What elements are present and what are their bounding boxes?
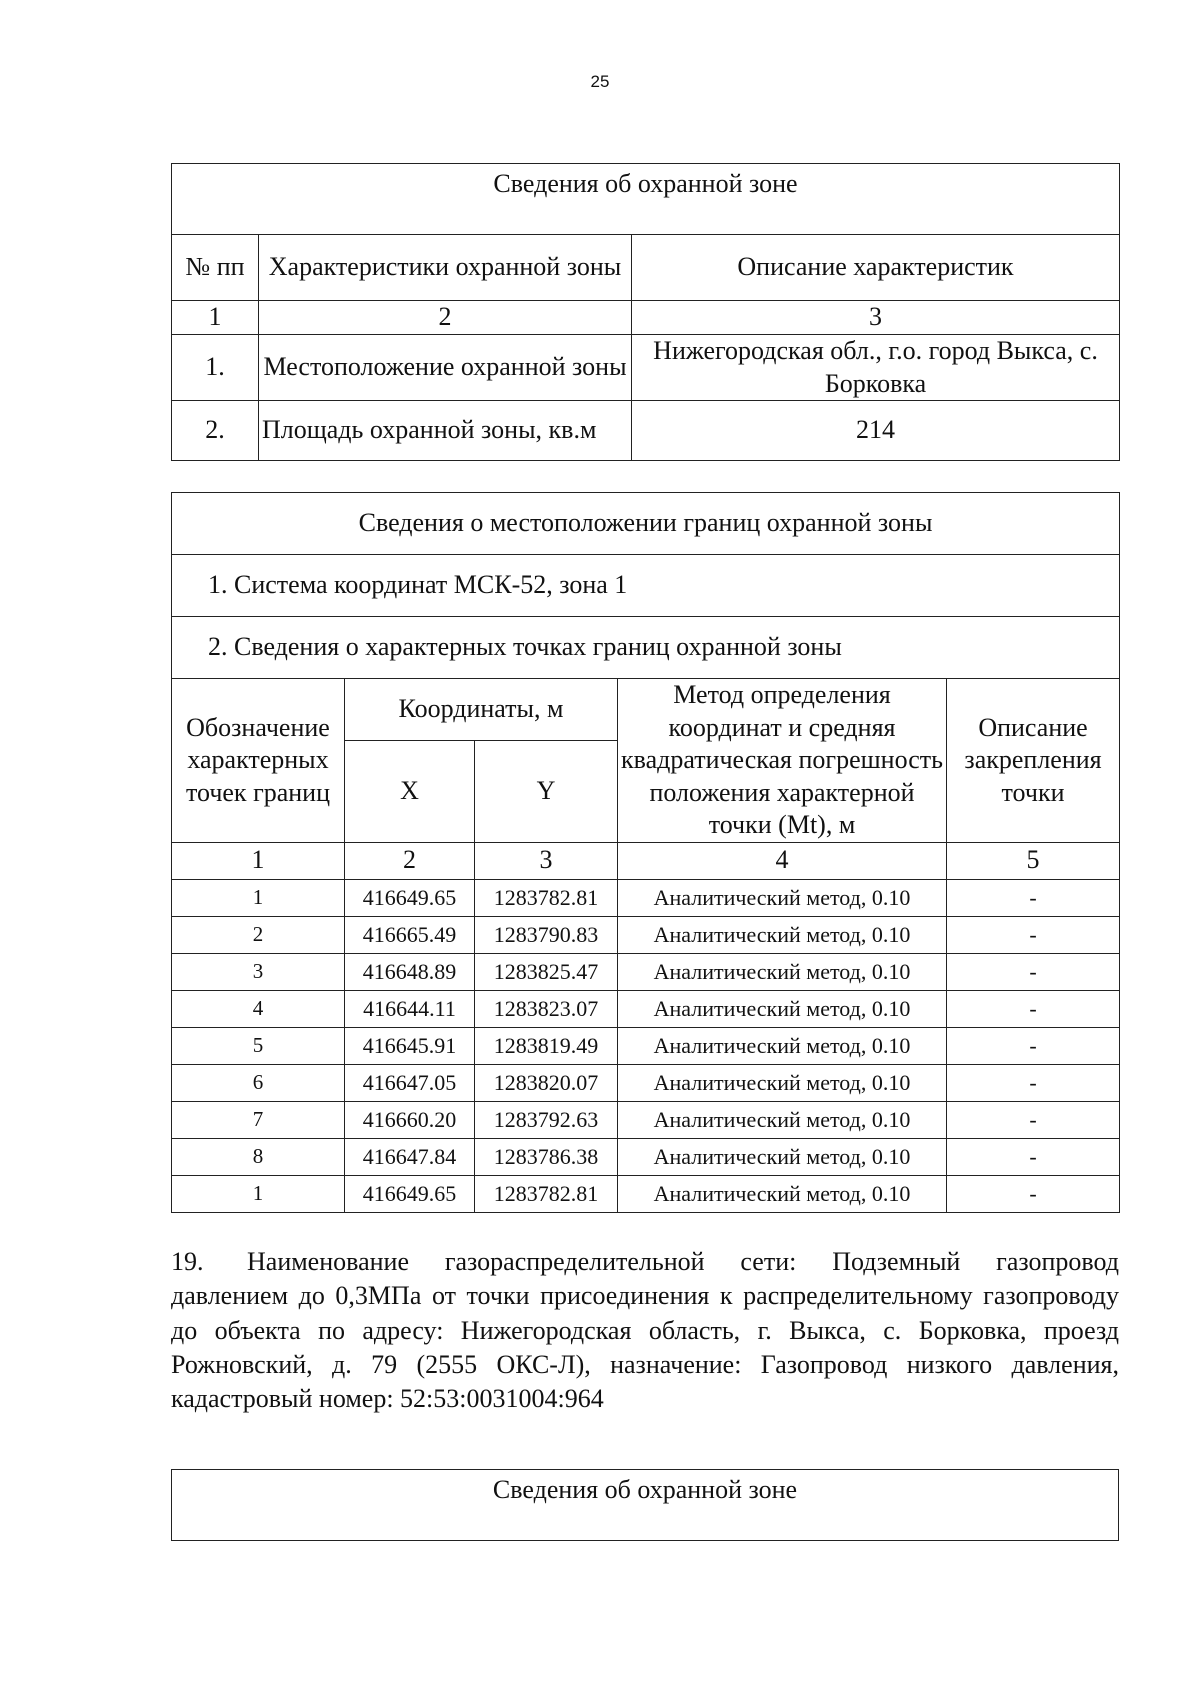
table-row [172, 953, 1120, 990]
section-text: Наименование газораспределительной сети: Подземный газопровод давлением до 0,3МПа от точки присоединения к распределительному газопроводу до объекта по адресу: Нижегородская область, г. Выкса, с. Борковка, проезд Рожновский, д. 79 (2555 ОКС-Л), назначение: Газопровод низкого давления, кадастровый номер: 52:53:0031004:964 [171, 1247, 1119, 1414]
point-method: Аналитический метод, 0.10 [618, 879, 947, 916]
point-description: - [947, 916, 1120, 953]
col-number: 1 [172, 301, 259, 335]
protection-zone-table-2 [171, 1469, 1119, 1541]
col-number: 1 [172, 842, 345, 879]
col-number: 2 [259, 301, 632, 335]
point-x: 416648.89 [345, 953, 475, 990]
point-id: 5 [172, 1027, 345, 1064]
section-number: 19. [171, 1247, 204, 1276]
coordinate-system: 1. Система координат МСК-52, зона 1 [172, 555, 1120, 617]
header-y: Y [475, 740, 618, 842]
col-number: 3 [632, 301, 1120, 335]
row-value: 214 [632, 401, 1120, 461]
zone-boundaries-table [171, 492, 1120, 1213]
header-x: X [345, 740, 475, 842]
point-id: 4 [172, 990, 345, 1027]
protection-zone-table [171, 163, 1120, 461]
point-y: 1283819.49 [475, 1027, 618, 1064]
table-row [172, 401, 1120, 461]
header-num: № пп [172, 235, 259, 301]
point-y: 1283825.47 [475, 953, 618, 990]
point-id: 1 [172, 879, 345, 916]
row-num: 2. [172, 401, 259, 461]
table-row [172, 1027, 1120, 1064]
header-description: Описание характеристик [632, 235, 1120, 301]
table-row [172, 990, 1120, 1027]
point-method: Аналитический метод, 0.10 [618, 1064, 947, 1101]
point-description: - [947, 1138, 1120, 1175]
section-19-paragraph [171, 1245, 1119, 1416]
point-y: 1283790.83 [475, 916, 618, 953]
point-y: 1283823.07 [475, 990, 618, 1027]
point-y: 1283782.81 [475, 879, 618, 916]
point-x: 416647.05 [345, 1064, 475, 1101]
point-description: - [947, 1101, 1120, 1138]
point-id: 7 [172, 1101, 345, 1138]
header-method: Метод определения координат и средняя квадратическая погрешность положения характерной точки (Mt), м [618, 679, 947, 843]
point-method: Аналитический метод, 0.10 [618, 1138, 947, 1175]
point-id: 3 [172, 953, 345, 990]
row-name: Местоположение охранной зоны [259, 335, 632, 401]
zone-table-title: Сведения об охранной зоне [172, 164, 1120, 235]
point-y: 1283782.81 [475, 1175, 618, 1212]
point-id: 2 [172, 916, 345, 953]
table-row [172, 1138, 1120, 1175]
table-row [172, 1101, 1120, 1138]
point-x: 416649.65 [345, 1175, 475, 1212]
point-x: 416645.91 [345, 1027, 475, 1064]
header-point: Обозначение характерных точек границ [172, 679, 345, 843]
row-name: Площадь охранной зоны, кв.м [259, 401, 632, 461]
col-number: 3 [475, 842, 618, 879]
point-method: Аналитический метод, 0.10 [618, 1175, 947, 1212]
col-number: 4 [618, 842, 947, 879]
point-id: 6 [172, 1064, 345, 1101]
point-description: - [947, 953, 1120, 990]
header-coordinates: Координаты, м [345, 679, 618, 741]
col-number: 5 [947, 842, 1120, 879]
point-method: Аналитический метод, 0.10 [618, 953, 947, 990]
point-y: 1283820.07 [475, 1064, 618, 1101]
point-method: Аналитический метод, 0.10 [618, 916, 947, 953]
point-method: Аналитический метод, 0.10 [618, 990, 947, 1027]
point-method: Аналитический метод, 0.10 [618, 1027, 947, 1064]
col-number: 2 [345, 842, 475, 879]
point-x: 416644.11 [345, 990, 475, 1027]
point-description: - [947, 1027, 1120, 1064]
row-value: Нижегородская обл., г.о. город Выкса, с. Борковка [632, 335, 1120, 401]
page-number: 25 [590, 72, 610, 91]
boundaries-title: Сведения о местоположении границ охранной зоны [172, 493, 1120, 555]
point-x: 416665.49 [345, 916, 475, 953]
point-description: - [947, 1175, 1120, 1212]
point-y: 1283786.38 [475, 1138, 618, 1175]
point-description: - [947, 1064, 1120, 1101]
points-title: 2. Сведения о характерных точках границ охранной зоны [172, 617, 1120, 679]
point-x: 416647.84 [345, 1138, 475, 1175]
point-x: 416649.65 [345, 879, 475, 916]
table-row [172, 916, 1120, 953]
point-y: 1283792.63 [475, 1101, 618, 1138]
point-x: 416660.20 [345, 1101, 475, 1138]
row-num: 1. [172, 335, 259, 401]
table-row [172, 335, 1120, 401]
point-method: Аналитический метод, 0.10 [618, 1101, 947, 1138]
point-id: 1 [172, 1175, 345, 1212]
point-id: 8 [172, 1138, 345, 1175]
zone-table-2-title: Сведения об охранной зоне [172, 1470, 1119, 1541]
header-fixing: Описание закрепления точки [947, 679, 1120, 843]
table-row [172, 1064, 1120, 1101]
table-row [172, 1175, 1120, 1212]
header-characteristic: Характеристики охранной зоны [259, 235, 632, 301]
point-description: - [947, 879, 1120, 916]
table-row [172, 879, 1120, 916]
point-description: - [947, 990, 1120, 1027]
